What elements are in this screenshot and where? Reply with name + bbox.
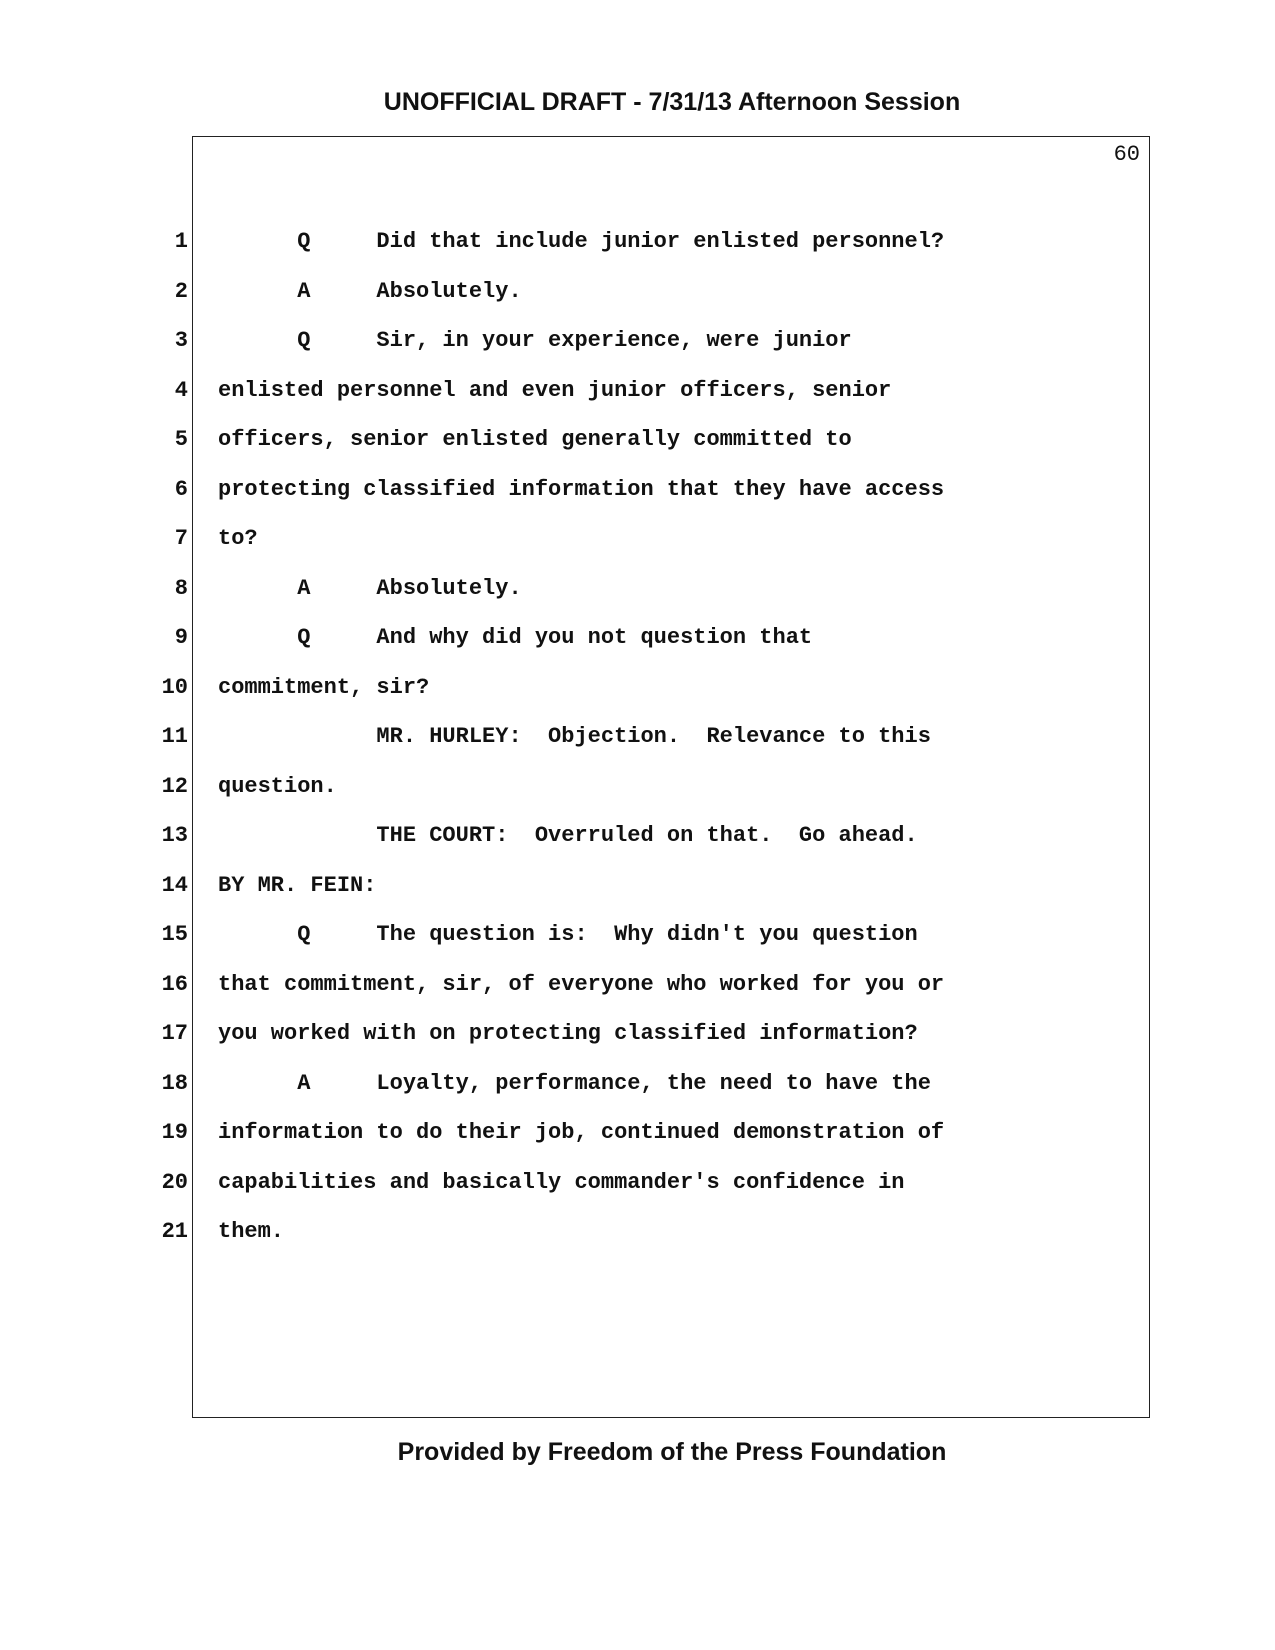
line-number: 13: [161, 823, 188, 848]
transcript-line: MR. HURLEY: Objection. Relevance to this: [218, 724, 931, 749]
transcript-line: Q The question is: Why didn't you question: [218, 922, 918, 947]
transcript-line: A Absolutely.: [218, 575, 522, 601]
line-number: 9: [174, 625, 188, 650]
transcript-line: them.: [218, 1219, 285, 1244]
line-number: 6: [174, 476, 188, 502]
line-number: 18: [161, 1070, 188, 1096]
transcript-line: commitment, sir?: [218, 674, 430, 700]
transcript-line: THE COURT: Overruled on that. Go ahead.: [218, 823, 918, 848]
line-number: 11: [161, 724, 188, 749]
transcript-line: Q And why did you not question that: [218, 625, 813, 650]
line-number: 2: [174, 278, 188, 304]
transcript-line: capabilities and basically commander's confidence in: [218, 1169, 905, 1195]
page-header: UNOFFICIAL DRAFT - 7/31/13 Afternoon Session: [383, 88, 961, 116]
line-number: 16: [161, 971, 188, 997]
transcript-line: Q Sir, in your experience, were junior: [218, 328, 852, 353]
transcript-line: information to do their job, continued demonstration of: [218, 1120, 945, 1145]
line-number: 14: [161, 872, 188, 898]
page-footer: Provided by Freedom of the Press Foundation: [397, 1438, 947, 1466]
line-number: 1: [174, 229, 188, 254]
line-number: 7: [174, 526, 188, 551]
transcript-line: officers, senior enlisted generally committed to: [218, 427, 852, 452]
line-number: 21: [161, 1219, 188, 1244]
transcript-line: enlisted personnel and even junior officers, senior: [218, 377, 892, 403]
line-number: 17: [161, 1021, 188, 1046]
line-number: 8: [174, 575, 188, 601]
line-number: 15: [161, 922, 188, 947]
transcript-body: [218, 226, 1138, 1266]
line-number: 12: [161, 773, 188, 799]
line-number-column: [140, 226, 188, 1266]
transcript-line: BY MR. FEIN:: [218, 872, 377, 898]
transcript-line: question.: [218, 773, 337, 799]
line-number: 3: [174, 328, 188, 353]
transcript-line: you worked with on protecting classified information?: [218, 1021, 918, 1046]
line-number: 4: [174, 377, 188, 403]
transcript-line: A Absolutely.: [218, 278, 522, 304]
transcript-line: that commitment, sir, of everyone who worked for you or: [218, 971, 945, 997]
line-number: 10: [161, 674, 188, 700]
line-number: 5: [174, 427, 188, 452]
transcript-line: to?: [218, 526, 258, 551]
line-number: 20: [161, 1169, 188, 1195]
line-number: 19: [161, 1120, 188, 1145]
page-number: 60: [1113, 142, 1140, 167]
transcript-line: A Loyalty, performance, the need to have the: [218, 1070, 931, 1096]
transcript-line: protecting classified information that they have access: [218, 476, 945, 502]
transcript-line: Q Did that include junior enlisted personnel?: [218, 229, 945, 254]
